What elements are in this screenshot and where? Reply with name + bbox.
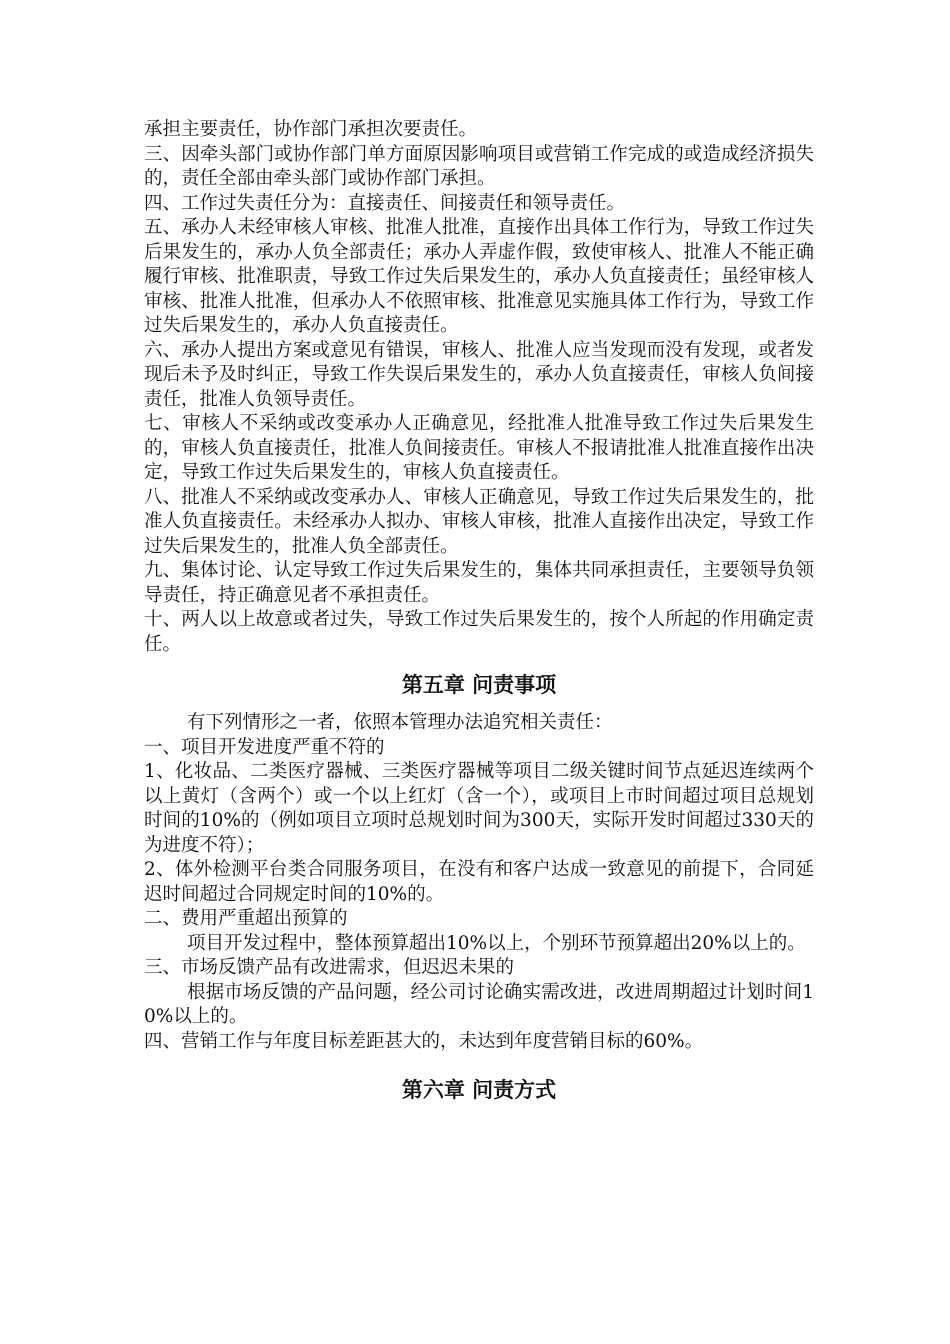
clause-4: 四、工作过失责任分为：直接责任、间接责任和领导责任。 (144, 192, 626, 214)
item-3-title: 三、市场反馈产品有改进需求，但迟迟未果的 (144, 957, 515, 978)
item-2-title: 二、费用严重超出预算的 (144, 908, 348, 929)
chapter-6-heading: 第六章 问责方式 (401, 1078, 557, 1102)
clause-5: 五、承办人未经审核人审核、批准人批准，直接作出具体工作行为，导致工作过失后果发生的，承办人负全部责任；承办人弄虚作假，致使审核人、批准人不能正确履行审核、批准职责，导致工作过失后果发生的，承办人负直接责任；虽经审核人审核、批准人批准，但承办人不依照审核、批准意见实施具体工作行为，导致工作过失后果发生的，承办人负直接责任。 (144, 217, 814, 336)
document-page (144, 118, 814, 1116)
item-4: 四、营销工作与年度目标差距甚大的，未达到年度营销目标的60%。 (144, 1030, 704, 1052)
clause-8: 八、批准人不采纳或改变承办人、审核人正确意见，导致工作过失后果发生的，批准人负直接责任。未经承办人拟办、审核人审核，批准人直接作出决定，导致工作过失后果发生的，批准人负全部责任。 (144, 486, 814, 557)
item-1-title: 一、项目开发进度严重不符的 (144, 736, 385, 758)
item-3-body: 根据市场反馈的产品问题，经公司讨论确实需改进，改进周期超过计划时间10%以上的。 (144, 981, 814, 1027)
item-1-2: 2、体外检测平台类合同服务项目，在没有和客户达成一致意见的前提下，合同延迟时间超过合同规定时间的10%的。 (144, 859, 814, 905)
item-1-1: 1、化妆品、二类医疗器械、三类医疗器械等项目二级关键时间节点延迟连续两个以上黄灯（含两个）或一个以上红灯（含一个），或项目上市时间超过项目总规划时间的10%的（例如项目立项时总规划时间为300天，实际开发时间超过330天的为进度不符）； (144, 761, 814, 856)
clause-3: 三、因牵头部门或协作部门单方面原因影响项目或营销工作完成的或造成经济损失的，责任全部由牵头部门或协作部门承担。 (144, 143, 814, 189)
clause-10: 十、两人以上故意或者过失，导致工作过失后果发生的，按个人所起的作用确定责任。 (144, 609, 814, 655)
item-2-body: 项目开发过程中，整体预算超出10%以上，个别环节预算超出20%以上的。 (187, 932, 806, 954)
clause-6: 六、承办人提出方案或意见有错误，审核人、批准人应当发现而没有发现，或者发现后未予及时纠正，导致工作失误后果发生的，承办人负直接责任，审核人负间接责任，批准人负领导责任。 (144, 339, 814, 410)
paragraph-continuation: 承担主要责任，协作部门承担次要责任。 (144, 119, 478, 140)
clause-7: 七、审核人不采纳或改变承办人正确意见，经批准人批准导致工作过失后果发生的，审核人负直接责任，批准人负间接责任。审核人不报请批准人批准直接作出决定，导致工作过失后果发生的，审核人负直接责任。 (144, 413, 814, 483)
clause-9: 九、集体讨论、认定导致工作过失后果发生的，集体共同承担责任，主要领导负领导责任，持正确意见者不承担责任。 (144, 560, 814, 606)
chapter-5-intro: 有下列情形之一者，依照本管理办法追究相关责任： (187, 712, 613, 733)
chapter-5-heading: 第五章 问责事项 (401, 673, 557, 697)
